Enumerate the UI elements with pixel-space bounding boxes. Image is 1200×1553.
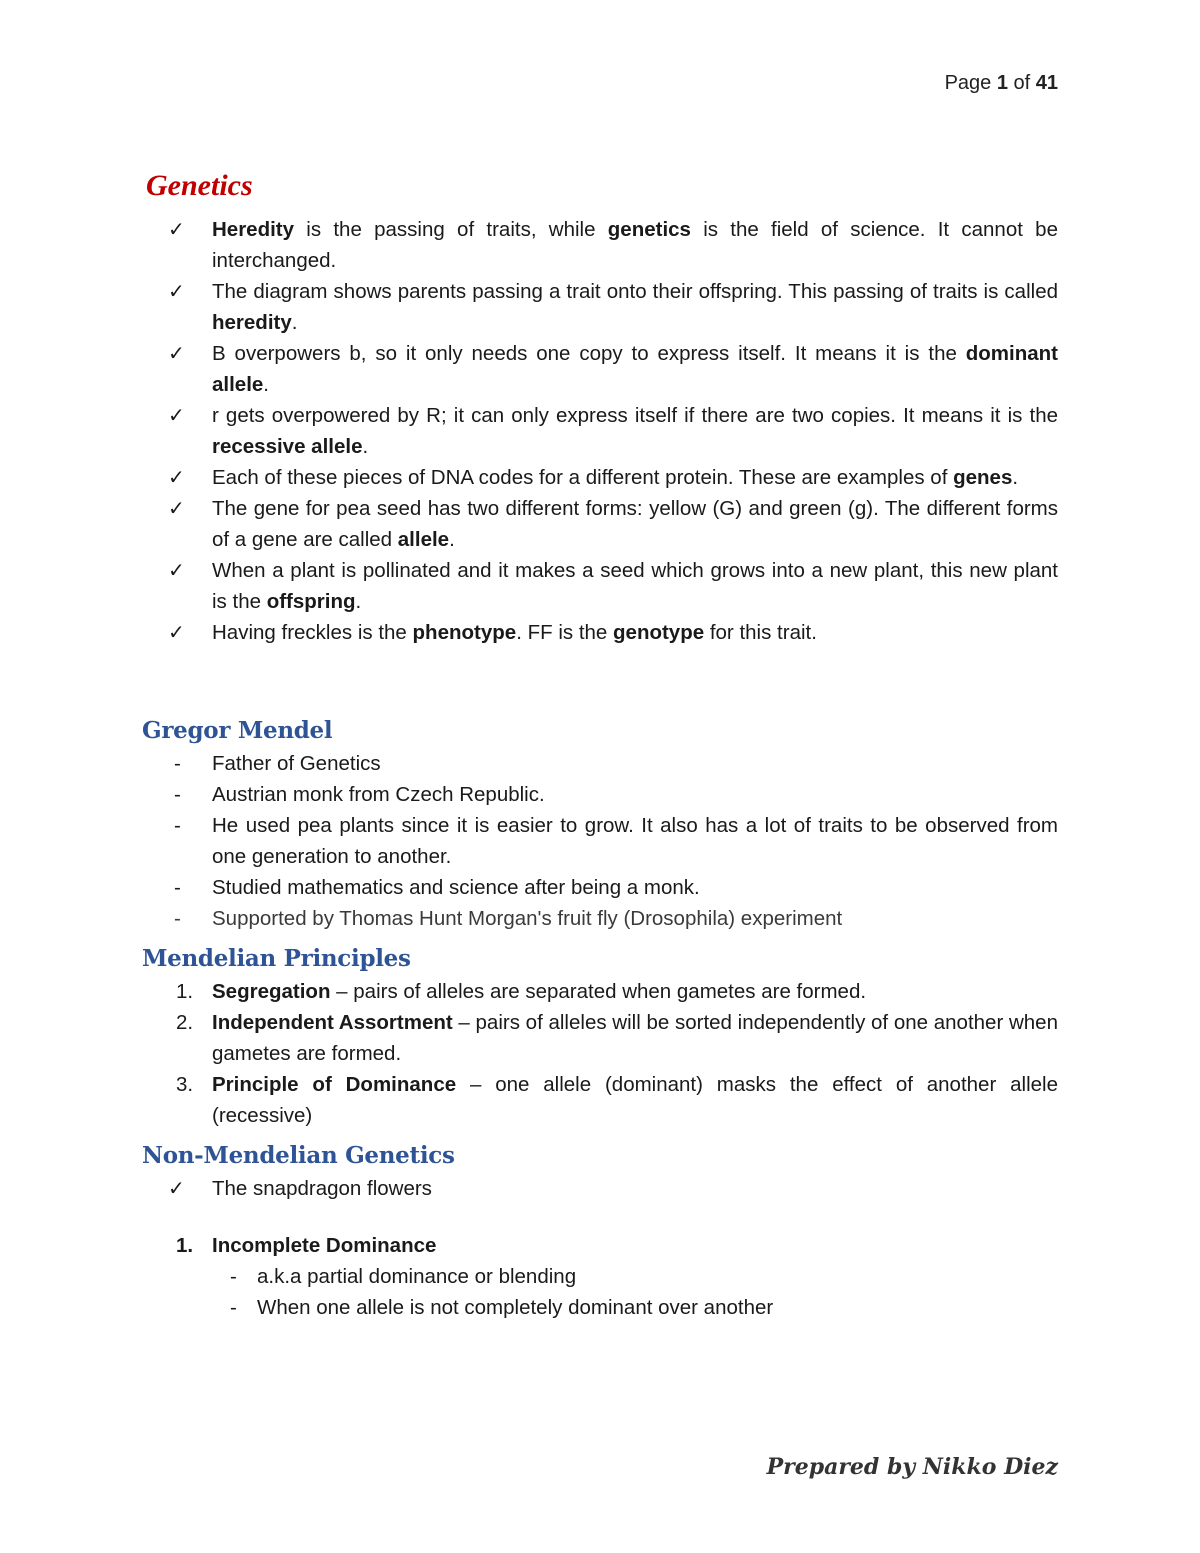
- list-item: [142, 1173, 1058, 1204]
- check-icon: ✓: [168, 403, 185, 427]
- principle-desc: – one allele (dominant) masks the effect of another allele (recessive): [212, 1073, 1058, 1127]
- check-icon: ✓: [168, 217, 185, 241]
- check-icon: ✓: [168, 558, 185, 582]
- bold-term: Heredity: [212, 218, 295, 241]
- dash-bullet: -: [230, 1296, 237, 1319]
- page-total: 41: [1035, 72, 1058, 94]
- list-number: 1.: [176, 1234, 194, 1257]
- list-item: [142, 276, 1058, 338]
- check-icon: ✓: [168, 341, 185, 365]
- text-segment: Having freckles is the: [212, 621, 413, 644]
- text-segment: .: [362, 435, 369, 458]
- text-segment: .: [1012, 466, 1019, 489]
- bold-term: recessive allele: [212, 435, 363, 458]
- bold-term: dominant allele: [212, 342, 1058, 396]
- check-icon: ✓: [168, 465, 185, 489]
- text-segment: The diagram shows parents passing a trait onto their offspring. This passing of traits is called: [212, 280, 1058, 303]
- principles-list: [142, 976, 1058, 1131]
- list-number: 1.: [176, 980, 194, 1003]
- nonmendel-sub-list: [142, 1230, 1058, 1261]
- dash-bullet: -: [174, 907, 181, 930]
- bold-term: genes: [953, 466, 1013, 489]
- list-item: [142, 1261, 1058, 1292]
- list-item: [142, 976, 1058, 1007]
- snapdragon-text: The snapdragon flowers: [212, 1177, 432, 1200]
- dash-bullet: -: [174, 814, 181, 837]
- page-number: [945, 72, 1058, 95]
- check-icon: ✓: [168, 496, 185, 520]
- mendel-fact: Austrian monk from Czech Republic.: [212, 783, 545, 806]
- text-segment: .: [291, 311, 298, 334]
- dash-bullet: -: [230, 1265, 237, 1288]
- incomplete-dominance-list: [142, 1261, 1058, 1323]
- dash-bullet: -: [174, 876, 181, 899]
- bold-term: heredity: [212, 311, 292, 334]
- page-current: 1: [996, 72, 1008, 94]
- list-item: [142, 214, 1058, 276]
- text-segment: When a plant is pollinated and it makes a seed which grows into a new plant, this new plant is the: [212, 559, 1058, 613]
- mendel-fact: He used pea plants since it is easier to grow. It also has a lot of traits to be observed from one generation to another.: [212, 814, 1058, 868]
- principle-term: Segregation: [212, 980, 331, 1003]
- list-item: [142, 493, 1058, 555]
- incomplete-dominance-title: Incomplete Dominance: [212, 1234, 437, 1257]
- text-segment: for this trait.: [704, 621, 817, 644]
- nonmendel-heading: Non-Mendelian Genetics: [142, 1142, 455, 1169]
- text-segment: Each of these pieces of DNA codes for a different protein. These are examples of: [212, 466, 954, 489]
- page-mid: of: [1007, 72, 1036, 94]
- text-segment: r gets overpowered by R; it can only express itself if there are two copies. It means it is the: [212, 404, 1058, 427]
- list-item: [142, 1230, 1058, 1261]
- check-icon: ✓: [168, 1176, 185, 1200]
- genetics-title: Genetics: [146, 169, 253, 202]
- text-segment: . FF is the: [516, 621, 614, 644]
- bold-term: genotype: [613, 621, 705, 644]
- bold-term: genetics: [607, 218, 691, 241]
- check-icon: ✓: [168, 620, 185, 644]
- list-item: [142, 555, 1058, 617]
- list-item: [142, 1007, 1058, 1069]
- principle-desc: – pairs of alleles are separated when gametes are formed.: [330, 980, 867, 1003]
- text-segment: .: [263, 373, 269, 396]
- list-item: [142, 748, 1058, 779]
- mendel-list: [142, 748, 1058, 934]
- page-prefix: Page: [944, 72, 997, 94]
- principle-term: Independent Assortment: [212, 1011, 453, 1034]
- principle-desc: – pairs of alleles will be sorted independently of one another when gametes are formed.: [212, 1011, 1058, 1065]
- footer-author: Prepared by Nikko Diez: [766, 1454, 1058, 1480]
- mendel-fact: Father of Genetics: [212, 752, 381, 775]
- principle-term: Principle of Dominance: [212, 1073, 457, 1096]
- mendel-fact: Supported by Thomas Hunt Morgan's fruit fly (Drosophila) experiment: [212, 907, 843, 930]
- list-item: [142, 400, 1058, 462]
- list-number: 2.: [176, 1011, 194, 1034]
- text-segment: .: [449, 528, 455, 551]
- mendel-fact: Studied mathematics and science after being a monk.: [212, 876, 700, 899]
- text-segment: .: [355, 590, 362, 613]
- bold-term: phenotype: [412, 621, 517, 644]
- nonmendel-check-list: [142, 1173, 1058, 1204]
- list-item: [142, 872, 1058, 903]
- list-item: [142, 810, 1058, 872]
- list-item: [142, 462, 1058, 493]
- list-item: [142, 338, 1058, 400]
- text-segment: B overpowers b, so it only needs one copy to express itself. It means it is the: [212, 342, 966, 365]
- dash-bullet: -: [174, 783, 181, 806]
- bold-term: allele: [397, 528, 450, 551]
- list-item: [142, 1069, 1058, 1131]
- incomplete-dominance-fact: a.k.a partial dominance or blending: [257, 1265, 577, 1288]
- mendel-heading: Gregor Mendel: [142, 717, 333, 744]
- genetics-list: [142, 214, 1058, 648]
- text-segment: is the passing of traits, while: [294, 218, 608, 241]
- principles-heading: Mendelian Principles: [142, 945, 411, 972]
- text-segment: is the field of science. It cannot be interchanged.: [212, 218, 1058, 272]
- list-number: 3.: [176, 1073, 194, 1096]
- text-segment: The gene for pea seed has two different forms: yellow (G) and green (g). The different forms of a gene are called: [212, 497, 1058, 551]
- check-icon: ✓: [168, 279, 185, 303]
- document-body: [142, 166, 1058, 1323]
- list-item: [142, 1292, 1058, 1323]
- bold-term: offspring: [266, 590, 356, 613]
- incomplete-dominance-fact: When one allele is not completely dominant over another: [257, 1296, 774, 1319]
- list-item: [142, 779, 1058, 810]
- list-item: [142, 903, 1058, 934]
- dash-bullet: -: [174, 752, 181, 775]
- list-item: [142, 617, 1058, 648]
